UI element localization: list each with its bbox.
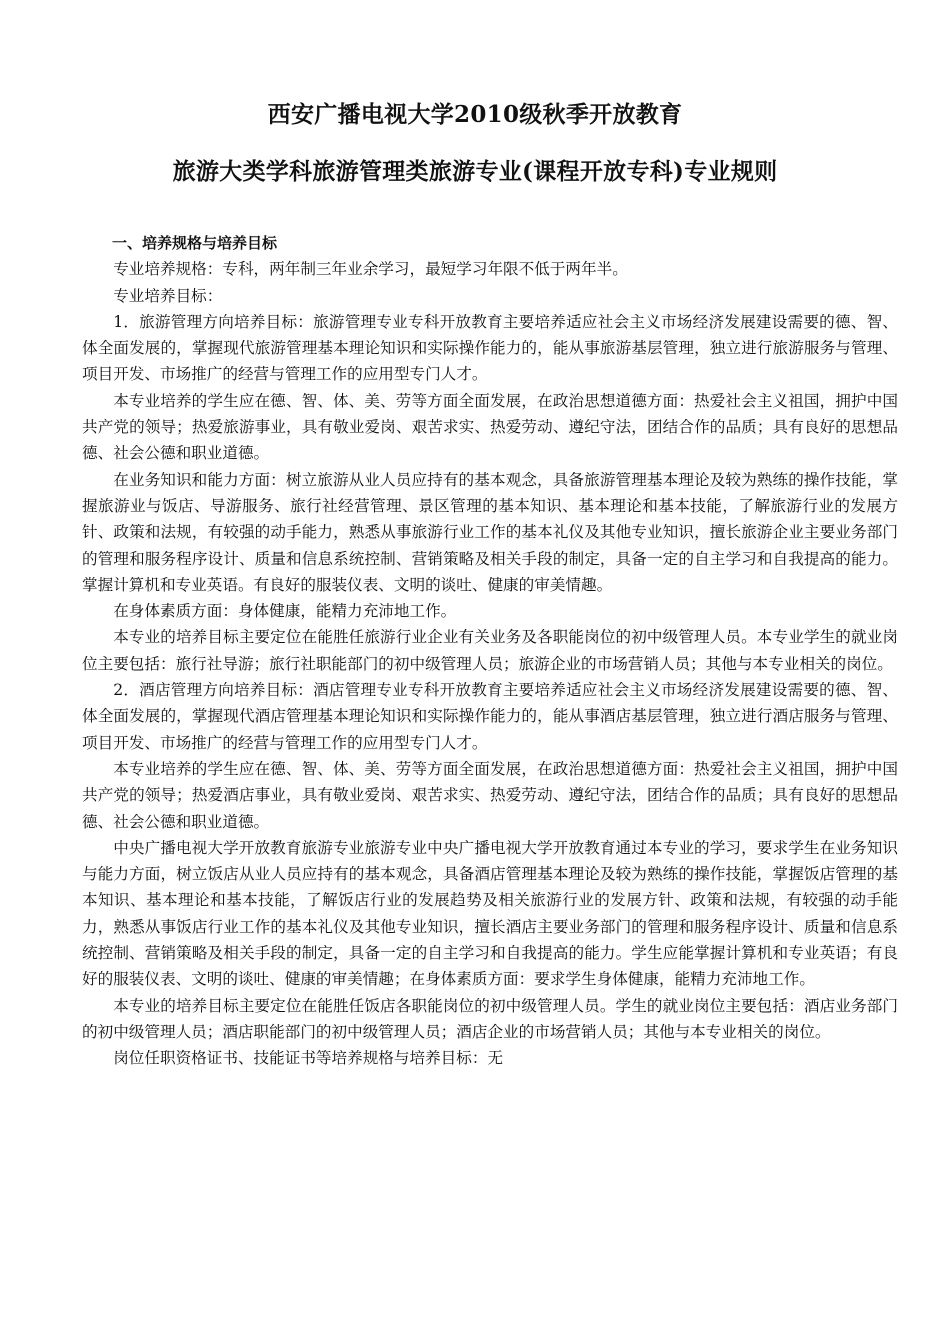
paragraph-hotel-moral: 本专业培养的学生应在德、智、体、美、劳等方面全面发展，在政治思想道德方面：热爱社会主义祖国，拥护中国共产党的领导；热爱酒店事业，具有敬业爱岗、艰苦求实、热爱劳动、遵纪守法，团结合作的品质；具有良好的思想品德、社会公德和职业道德。 xyxy=(82,759,898,831)
paragraph-tourism-positions: 本专业的培养目标主要定位在能胜任旅游行业企业有关业务及各职能岗位的初中级管理人员。本专业学生的就业岗位主要包括：旅行社导游；旅行社职能部门的初中级管理人员；旅游企业的市场营销人员；其他与本专业相关的岗位。 xyxy=(82,628,898,673)
paragraph-training-goal-label: 专业培养目标： xyxy=(113,286,223,305)
section-heading: 一、培养规格与培养目标 xyxy=(112,234,278,252)
paragraph-training-spec: 专业培养规格：专科，两年制三年业余学习，最短学习年限不低于两年半。 xyxy=(113,260,628,279)
paragraph-certificates: 岗位任职资格证书、技能证书等培养规格与培养目标：无 xyxy=(113,1049,504,1068)
paragraph-tourism-moral: 本专业培养的学生应在德、智、体、美、劳等方面全面发展，在政治思想道德方面：热爱社会主义祖国，拥护中国共产党的领导；热爱旅游事业，具有敬业爱岗、艰苦求实、热爱劳动、遵纪守法，团结合作的品质；具有良好的思想品德、社会公德和职业道德。 xyxy=(82,391,898,463)
paragraph-hotel-direction: 2．酒店管理方向培养目标：酒店管理专业专科开放教育主要培养适应社会主义市场经济发展建设需要的德、智、体全面发展的，掌握现代酒店管理基本理论知识和实际操作能力的，能从事酒店基层管理，独立进行酒店服务与管理、项目开发、市场推广的经营与管理工作的应用型专门人才。 xyxy=(82,681,898,752)
paragraph-hotel-positions: 本专业的培养目标主要定位在能胜任饭店各职能岗位的初中级管理人员。学生的就业岗位主要包括：酒店业务部门的初中级管理人员；酒店职能部门的初中级管理人员；酒店企业的市场营销人员；其他与本专业相关的岗位。 xyxy=(82,996,898,1041)
document-title-line-2: 旅游大类学科旅游管理类旅游专业(课程开放专科)专业规则 xyxy=(172,158,778,185)
document-title-line-1: 西安广播电视大学2010级秋季开放教育 xyxy=(267,101,683,128)
paragraph-tourism-direction: 1．旅游管理方向培养目标：旅游管理专业专科开放教育主要培养适应社会主义市场经济发展建设需要的德、智、体全面发展的，掌握现代旅游管理基本理论知识和实际操作能力的，能从事旅游基层管理，独立进行旅游服务与管理、项目开发、市场推广的经营与管理工作的应用型专门人才。 xyxy=(82,312,898,384)
paragraph-tourism-knowledge: 在业务知识和能力方面：树立旅游从业人员应持有的基本观念，具备旅游管理基本理论及较为熟练的操作技能，掌握旅游业与饭店、导游服务、旅行社经营管理、景区管理的基本知识、基本理论和基本技能，了解旅游行业的发展方针、政策和法规，有较强的动手能力，熟悉从事旅游行业工作的基本礼仪及其他专业知识，擅长旅游企业主要业务部门的管理和服务程序设计、质量和信息系统控制、营销策略及相关手段的制定，具备一定的自主学习和自我提高的能力。掌握计算机和专业英语。有良好的服装仪表、文明的谈吐、健康的审美情趣。 xyxy=(82,470,898,594)
paragraph-hotel-knowledge: 中央广播电视大学开放教育旅游专业旅游专业中央广播电视大学开放教育通过本专业的学习，要求学生在业务知识与能力方面，树立饭店从业人员应持有的基本观念，具备酒店管理基本理论及较为熟练的操作技能，掌握饭店管理的基本知识、基本理论和基本技能，了解饭店行业的发展趋势及相关旅游行业的发展方针、政策和法规，有较强的动手能力，熟悉从事饭店行业工作的基本礼仪及其他专业知识，擅长酒店主要业务部门的管理和服务程序设计、质量和信息系统控制、营销策略及相关手段的制定，具备一定的自主学习和自我提高的能力。学生应能掌握计算机和专业英语；有良好的服装仪表、文明的谈吐、健康的审美情趣；在身体素质方面：要求学生身体健康，能精力充沛地工作。 xyxy=(82,838,898,989)
document-body xyxy=(82,230,898,1072)
paragraph-tourism-physical: 在身体素质方面：身体健康，能精力充沛地工作。 xyxy=(113,602,457,621)
